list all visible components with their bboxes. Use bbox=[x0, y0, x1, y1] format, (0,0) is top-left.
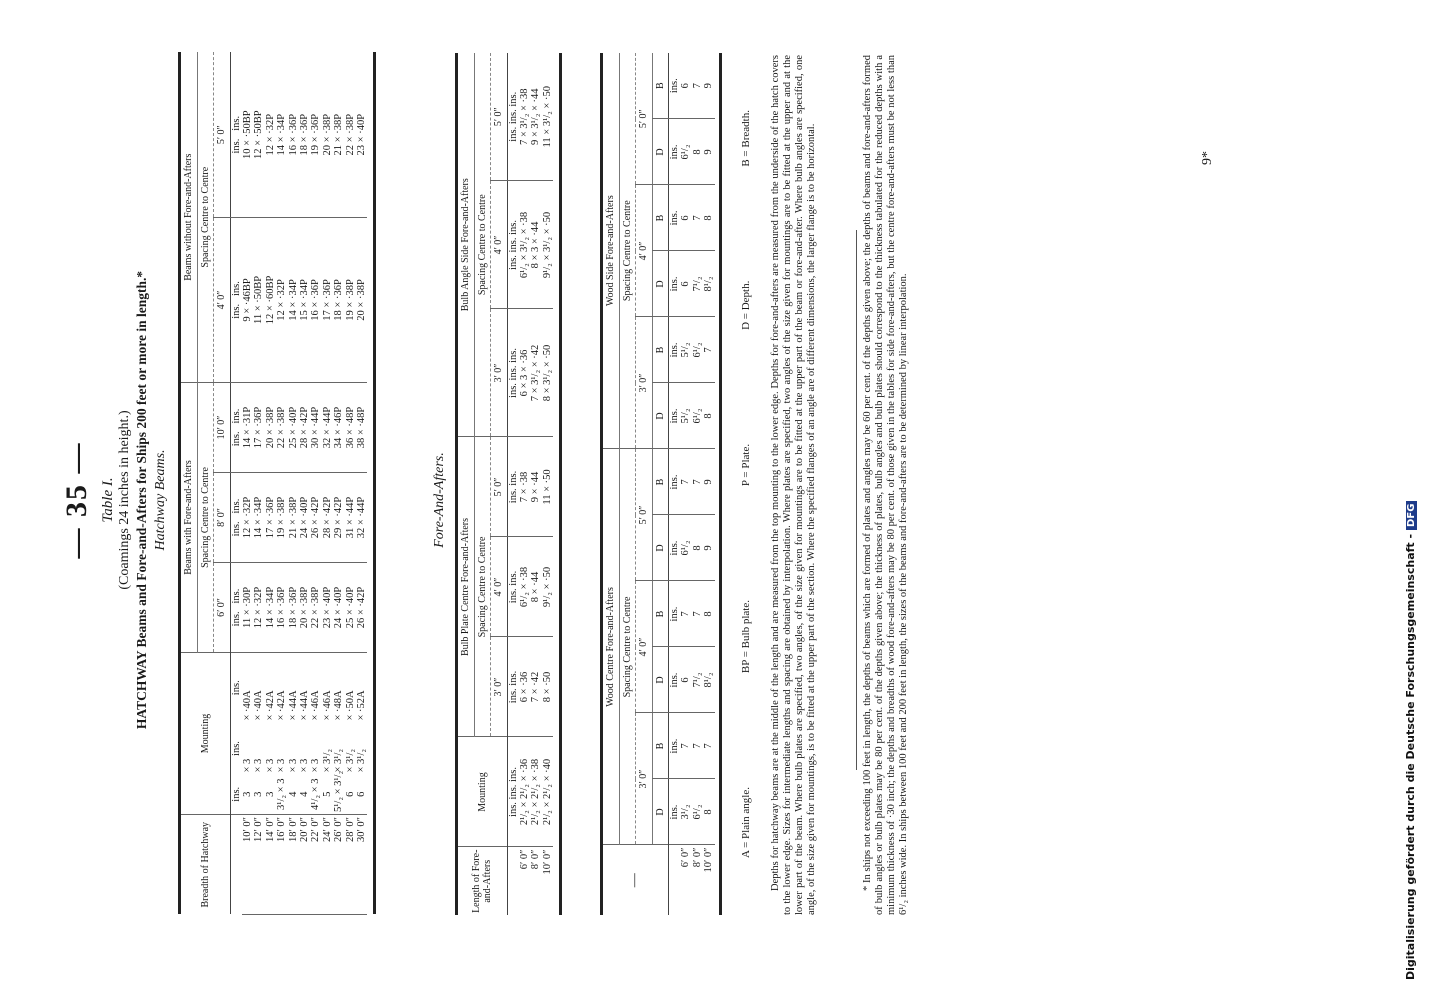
mounting-cell: × 3¹/₂ bbox=[333, 748, 345, 773]
footnote: * In ships not exceeding 100 feet in length, the depths of beams which are formed of plates and angles may be 60 per cent. of the depths given above; the depths of beams and fore-and-afters formed of bulb angles or bulb plates may be 80 per cent. of the depths given above; the thickness of plates, bulb angles and bulb plates should correspond to the thickness tabulated for the reduced depths with a minimum thickness of ·30 inch; the depths and breadths of wood fore-and-afters may be 80 per cent. of those given in the tables for side fore-and-afters, but the centre fore-and-afters must be not less than 6¹/₂ inches wide. In ships between 100 feet and 200 feet in length, the sizes of the beams and fore-and-afters are to be determined by linear interpolation. bbox=[862, 55, 909, 915]
scantling-cell: 30 × ·44P bbox=[310, 382, 321, 472]
scantling-cell: 23 × ·40P bbox=[356, 52, 367, 217]
fore-and-afters-table bbox=[455, 53, 562, 915]
depth-header: D bbox=[652, 515, 669, 581]
scantling-cell: 28 × ·42P bbox=[322, 472, 333, 562]
table-row bbox=[322, 52, 333, 914]
scantling-cell: 28 × ·42P bbox=[299, 382, 310, 472]
scantling-cell: 11 × ·50 bbox=[542, 437, 553, 537]
dimension-cell: 7¹/₂ bbox=[692, 647, 703, 713]
legend-plate: P = Plate. bbox=[740, 443, 752, 487]
dimension-cell: 6¹/₂ bbox=[680, 515, 691, 581]
depth-header: D bbox=[652, 119, 669, 185]
table-row bbox=[288, 52, 299, 914]
wood-spacing-3ft: 3′ 0″ bbox=[636, 317, 653, 449]
scantling-cell: 36 × ·48P bbox=[345, 382, 356, 472]
spacing-6ft: 6′ 0″ bbox=[214, 562, 231, 652]
breadth-header: B bbox=[652, 317, 669, 383]
legend bbox=[740, 53, 752, 915]
length-cell: 10′ 0″ bbox=[703, 847, 715, 873]
scantling-cell: 12 × ·32P bbox=[253, 562, 264, 652]
breadth-cell: 12′ 0″ bbox=[253, 815, 264, 915]
unit-pair: ins. ins. bbox=[507, 437, 519, 537]
breadth-cell: 14′ 0″ bbox=[265, 815, 276, 915]
breadth-cell: 28′ 0″ bbox=[345, 815, 356, 915]
breadth-header: B bbox=[652, 581, 669, 647]
wood-length-dash: — bbox=[602, 845, 669, 915]
spacing-8ft: 8′ 0″ bbox=[214, 472, 231, 562]
scantling-cell: 18 × ·36P bbox=[333, 217, 344, 382]
unit-triple: ins. ins. ins. bbox=[507, 309, 519, 437]
dimension-cell: 8 bbox=[692, 119, 703, 185]
scantling-cell: 19 × ·36P bbox=[310, 52, 321, 217]
scantling-cell: 10 × ·50BP bbox=[242, 52, 253, 217]
unit-triple: ins. ins. ins. bbox=[507, 737, 519, 847]
wood-spacing-5ft: 5′ 0″ bbox=[636, 449, 653, 581]
mounting-cell: × ·52A bbox=[355, 690, 367, 721]
table-row bbox=[242, 52, 253, 914]
scantling-cell: 6 × ·36 bbox=[519, 637, 530, 737]
scantling-cell: 6¹/₂ × ·38 bbox=[519, 537, 530, 637]
unit: ins. bbox=[230, 775, 242, 815]
group-bulb-angle: Bulb Angle Side Fore-and-Afters bbox=[457, 53, 475, 437]
dimension-cell: 7 bbox=[692, 713, 703, 779]
table-row bbox=[299, 52, 310, 914]
scantling-cell: 11 × ·50BP bbox=[253, 217, 264, 382]
dimension-cell: 6 bbox=[680, 185, 691, 251]
scantling-cell: 8 × ·50 bbox=[542, 637, 553, 737]
scantling-cell: 25 × ·40P bbox=[345, 562, 356, 652]
scantling-cell: 14 × ·31P bbox=[242, 382, 253, 472]
mounting-cell: × ·48A bbox=[333, 690, 345, 721]
mounting-cell: × 3 bbox=[253, 758, 265, 773]
scantling-cell: 22 × ·38P bbox=[345, 52, 356, 217]
credit-text: Digitalisierung gefördert durch die Deutsche Forschungsgemeinschaft - bbox=[1404, 533, 1417, 980]
legend-bulb-plate: BP = Bulb plate. bbox=[740, 600, 752, 674]
scantling-cell: 11 × 3¹/₂ × ·50 bbox=[542, 53, 553, 181]
dfg-logo: DFG bbox=[1406, 501, 1417, 530]
dimension-cell: 9 bbox=[703, 515, 714, 581]
scantling-cell: 12 × ·32P bbox=[242, 472, 253, 562]
spacing-bulb-plate: Spacing Centre to Centre bbox=[474, 437, 491, 737]
mounting-cell: 4 bbox=[299, 775, 310, 815]
fa-spacing-4ft: 4′ 0″ bbox=[491, 537, 508, 637]
unit: ins. bbox=[669, 251, 681, 317]
mounting-cell: × 3 bbox=[287, 758, 299, 773]
table-row bbox=[692, 53, 703, 915]
mounting-cell: × 3¹/₂ bbox=[355, 748, 367, 773]
group-wood-side: Wood Side Fore-and-Afters bbox=[602, 53, 620, 449]
scantling-cell: 29 × ·42P bbox=[333, 472, 344, 562]
scantling-cell: 26 × ·42P bbox=[310, 472, 321, 562]
spacing-with: Spacing Centre to Centre bbox=[197, 382, 214, 652]
unit-pair: ins. ins. bbox=[507, 637, 519, 737]
breadth-header: B bbox=[652, 713, 669, 779]
unit: ins. bbox=[669, 515, 681, 581]
scantling-cell: 31 × ·44P bbox=[345, 472, 356, 562]
col-mounting: Mounting bbox=[180, 652, 231, 814]
unit: ins. bbox=[669, 53, 681, 119]
table-row bbox=[703, 53, 714, 915]
scantling-cell: 11 × ·30P bbox=[242, 562, 253, 652]
dimension-cell: 7 bbox=[692, 185, 703, 251]
length-cell: 6′ 0″ bbox=[680, 847, 692, 868]
scantling-cell: 32 × ·44P bbox=[356, 472, 367, 562]
divider bbox=[856, 230, 857, 770]
scantling-cell: 17 × ·36P bbox=[322, 217, 333, 382]
scantling-cell: 16 × ·36P bbox=[310, 217, 321, 382]
spacing-without: Spacing Centre to Centre bbox=[197, 52, 214, 382]
group-wood-centre: Wood Centre Fore-and-Afters bbox=[602, 449, 620, 845]
unit: ins. bbox=[230, 741, 242, 756]
scantling-cell: 7 × 3¹/₂ × ·42 bbox=[530, 309, 541, 437]
unit-pair: ins. ins. bbox=[230, 382, 242, 472]
dimension-cell: 6¹/₂ bbox=[692, 779, 703, 845]
mounting-cell: 3 bbox=[242, 775, 253, 815]
breadth-cell: 10′ 0″ bbox=[242, 815, 253, 915]
scantling-cell: 19 × ·38P bbox=[345, 217, 356, 382]
wood-spacing-4ft: 4′ 0″ bbox=[636, 581, 653, 713]
dimension-cell: 7 bbox=[692, 449, 703, 515]
mounting-cell: × ·44A bbox=[298, 690, 310, 721]
table-row bbox=[680, 53, 691, 915]
table-row bbox=[310, 52, 321, 914]
fa-spacing-4ft: 4′ 0″ bbox=[491, 181, 508, 309]
scantling-cell: 17 × ·36P bbox=[265, 472, 276, 562]
legend-depth: D = Depth. bbox=[740, 280, 752, 330]
dimension-cell: 8 bbox=[703, 383, 714, 449]
breadth-cell: 24′ 0″ bbox=[322, 815, 333, 915]
mounting-cell: × ·46A bbox=[321, 690, 333, 721]
fa-spacing-5ft: 5′ 0″ bbox=[491, 53, 508, 181]
dimension-cell: 6 bbox=[680, 53, 691, 119]
dimension-cell: 6¹/₂ bbox=[680, 119, 691, 185]
unit-pair: ins. ins. bbox=[230, 562, 242, 652]
mounting-cell: × 3 bbox=[310, 758, 322, 773]
depth-header: D bbox=[652, 779, 669, 845]
scantling-cell: 25 × ·40P bbox=[288, 382, 299, 472]
col-length: Length of Fore-and-Afters bbox=[457, 847, 508, 915]
breadth-header: B bbox=[652, 449, 669, 515]
mounting-cell: × ·50A bbox=[344, 690, 356, 721]
scantling-cell: 8 × ·44 bbox=[530, 537, 541, 637]
scantling-cell: 8 × 3¹/₂ × ·50 bbox=[542, 309, 553, 437]
scantling-cell: 34 × ·46P bbox=[333, 382, 344, 472]
unit-triple: ins. ins. ins. bbox=[507, 53, 519, 181]
group-with-fore-and-afters: Beams with Fore-and-Afters bbox=[180, 382, 198, 652]
scantling-cell: 15 × ·34P bbox=[299, 217, 310, 382]
scantling-cell: 21 × ·38P bbox=[333, 52, 344, 217]
group-without-fore-and-afters: Beams without Fore-and-Afters bbox=[180, 52, 198, 382]
dimension-cell: 8 bbox=[703, 185, 714, 251]
mounting-cell: × ·40A bbox=[241, 690, 253, 721]
depth-header: D bbox=[652, 251, 669, 317]
breadth-header: B bbox=[652, 185, 669, 251]
mounting-cell: 2¹/₂ × 2¹/₂ × ·38 bbox=[530, 737, 541, 847]
mounting-cell: 3¹/₂ × 3 bbox=[276, 775, 287, 815]
dimension-cell: 7 bbox=[680, 449, 691, 515]
mounting-cell: 3 bbox=[265, 775, 276, 815]
mounting-cell: × 3¹/₂ bbox=[344, 748, 356, 773]
unit: ins. bbox=[669, 779, 681, 845]
coamings-note: (Coamings 24 inches in height.) bbox=[117, 410, 132, 590]
dimension-cell: 7 bbox=[680, 581, 691, 647]
mounting-cell: 3 bbox=[253, 775, 264, 815]
spacing-5ft: 5′ 0″ bbox=[214, 52, 231, 217]
length-cell: 8′ 0″ bbox=[530, 849, 542, 870]
dimension-cell: 7¹/₂ bbox=[692, 251, 703, 317]
scantling-cell: 20 × ·38P bbox=[322, 52, 333, 217]
scantling-cell: 32 × ·44P bbox=[322, 382, 333, 472]
mounting-cell: × ·42A bbox=[276, 690, 288, 721]
mounting-cell: × 3 bbox=[264, 758, 276, 773]
unit: ins. bbox=[669, 713, 681, 779]
dimension-cell: 8¹/₂ bbox=[703, 251, 714, 317]
scantling-cell: 18 × ·36P bbox=[288, 562, 299, 652]
table-row bbox=[519, 53, 530, 915]
table-row bbox=[265, 52, 276, 914]
spacing-wood-centre: Spacing Centre to Centre bbox=[619, 449, 636, 845]
scantling-cell: 14 × ·34P bbox=[265, 562, 276, 652]
units-row bbox=[669, 53, 681, 915]
mounting-cell: × 3 bbox=[276, 758, 288, 773]
scantling-cell: 18 × ·36P bbox=[299, 52, 310, 217]
scantling-cell: 24 × ·40P bbox=[299, 472, 310, 562]
table-row bbox=[276, 52, 287, 914]
dimension-cell: 8¹/₂ bbox=[703, 647, 714, 713]
scantling-cell: 22 × ·38P bbox=[276, 382, 287, 472]
hatchway-rows bbox=[230, 52, 367, 914]
scantling-cell: 26 × ·42P bbox=[356, 562, 367, 652]
unit: ins. bbox=[669, 383, 681, 449]
dimension-cell: 6 bbox=[680, 251, 691, 317]
scantling-cell: 22 × ·38P bbox=[310, 562, 321, 652]
main-title: HATCHWAY Beams and Fore-and-Afters for Ships 200 feet or more in length.* bbox=[134, 270, 149, 730]
units-row bbox=[230, 52, 242, 914]
unit: ins. bbox=[669, 449, 681, 515]
scantling-cell: 7 × ·42 bbox=[530, 637, 541, 737]
breadth-cell: 22′ 0″ bbox=[310, 815, 321, 915]
scantling-cell: 17 × ·36P bbox=[253, 382, 264, 472]
dimension-cell: 8 bbox=[703, 581, 714, 647]
length-cell: 6′ 0″ bbox=[518, 849, 530, 870]
dimension-cell: 9 bbox=[703, 449, 714, 515]
fa-spacing-3ft: 3′ 0″ bbox=[491, 637, 508, 737]
dimension-cell: 6¹/₂ bbox=[692, 383, 703, 449]
breadth-cell: 20′ 0″ bbox=[299, 815, 310, 915]
unit-triple: ins. ins. ins. bbox=[507, 181, 519, 309]
spacing-10ft: 10′ 0″ bbox=[214, 382, 231, 472]
mounting-cell: × ·40A bbox=[253, 690, 265, 721]
page-number: — 35 — bbox=[60, 441, 93, 559]
scantling-cell: 16 × ·36P bbox=[276, 562, 287, 652]
legend-breadth: B = Breadth. bbox=[740, 110, 752, 167]
scantling-cell: 12 × ·32P bbox=[265, 52, 276, 217]
col-breadth: Breadth of Hatchway bbox=[180, 815, 231, 915]
table-row bbox=[542, 53, 553, 915]
dimension-cell: 7 bbox=[703, 317, 714, 383]
unit: ins. bbox=[669, 647, 681, 713]
scantling-cell: 12 × ·60BP bbox=[265, 217, 276, 382]
wood-spacing-4ft: 4′ 0″ bbox=[636, 185, 653, 317]
scantling-cell: 9¹/₂ × 3¹/₂ × ·50 bbox=[542, 181, 553, 309]
length-cell: 10′ 0″ bbox=[541, 849, 553, 875]
fa-spacing-3ft: 3′ 0″ bbox=[491, 309, 508, 437]
table-label: Table I. bbox=[100, 477, 116, 523]
scantling-cell: 8 × 3 × ·44 bbox=[530, 181, 541, 309]
scantling-cell: 6¹/₂ × 3¹/₂ × ·38 bbox=[519, 181, 530, 309]
scantling-cell: 9¹/₂ × ·50 bbox=[542, 537, 553, 637]
dimension-cell: 5¹/₂ bbox=[680, 383, 691, 449]
scantling-cell: 14 × ·34P bbox=[253, 472, 264, 562]
depth-breadth-row bbox=[652, 53, 669, 915]
scantling-cell: 14 × ·34P bbox=[288, 217, 299, 382]
dimension-cell: 8 bbox=[692, 515, 703, 581]
col-fa-mounting: Mounting bbox=[457, 737, 508, 847]
dimension-cell: 6¹/₂ bbox=[692, 317, 703, 383]
table-row bbox=[530, 53, 541, 915]
unit-pair: ins. ins. bbox=[230, 217, 242, 382]
unit: ins. bbox=[669, 581, 681, 647]
scantling-cell: 7 × 3¹/₂ × ·38 bbox=[519, 53, 530, 181]
mounting-cell: 2¹/₂ × 2¹/₂ × ·40 bbox=[542, 737, 553, 847]
mounting-cell: × 3¹/₂ bbox=[321, 748, 333, 773]
hatchway-beams-table bbox=[178, 52, 376, 915]
unit: ins. bbox=[230, 680, 242, 696]
dimension-cell: 6 bbox=[680, 647, 691, 713]
mounting-cell: × ·44A bbox=[287, 690, 299, 721]
dimension-cell: 8 bbox=[703, 779, 714, 845]
wood-spacing-3ft: 3′ 0″ bbox=[636, 713, 653, 845]
mounting-cell: 2¹/₂ × 2¹/₂ × ·36 bbox=[519, 737, 530, 847]
scantling-cell: 20 × ·38P bbox=[299, 562, 310, 652]
mounting-cell: 5¹/₂ × 3¹/₂ bbox=[333, 775, 344, 815]
breadth-cell: 16′ 0″ bbox=[276, 815, 287, 915]
unit: ins. bbox=[669, 317, 681, 383]
fore-and-afters-rows bbox=[507, 53, 553, 915]
breadth-cell: 26′ 0″ bbox=[333, 815, 344, 915]
dimension-cell: 9 bbox=[703, 53, 714, 119]
fa-spacing-5ft: 5′ 0″ bbox=[491, 437, 508, 537]
scantling-cell: 20 × ·38P bbox=[356, 217, 367, 382]
scantling-cell: 6 × 3 × ·36 bbox=[519, 309, 530, 437]
unit-pair: ins. ins. bbox=[507, 537, 519, 637]
unit-pair: ins. ins. bbox=[230, 52, 242, 217]
dimension-cell: 5¹/₂ bbox=[680, 317, 691, 383]
units-row bbox=[507, 53, 519, 915]
mounting-cell: × ·46A bbox=[310, 690, 322, 721]
breadth-cell: 18′ 0″ bbox=[288, 815, 299, 915]
scantling-cell: 24 × ·40P bbox=[333, 562, 344, 652]
scantling-cell: 9 × ·44 bbox=[530, 437, 541, 537]
scantling-cell: 14 × ·34P bbox=[276, 52, 287, 217]
length-cell: 8′ 0″ bbox=[691, 847, 703, 868]
depth-header: D bbox=[652, 383, 669, 449]
scantling-cell: 19 × ·38P bbox=[276, 472, 287, 562]
scantling-cell: 9 × 3¹/₂ × ·44 bbox=[530, 53, 541, 181]
table-row bbox=[253, 52, 264, 914]
spacing-bulb-angle: Spacing Centre to Centre bbox=[474, 53, 491, 437]
mounting-cell: 4¹/₂ × 3 bbox=[310, 775, 321, 815]
mounting-cell: × ·42A bbox=[264, 690, 276, 721]
table-row bbox=[333, 52, 344, 914]
scantling-cell: 23 × ·40P bbox=[322, 562, 333, 652]
table-row bbox=[356, 52, 367, 914]
scantling-cell: 20 × ·38P bbox=[265, 382, 276, 472]
scantling-cell: 12 × ·32P bbox=[276, 217, 287, 382]
spacing-wood-side: Spacing Centre to Centre bbox=[619, 53, 636, 449]
spacing-4ft: 4′ 0″ bbox=[214, 217, 231, 382]
page-mark: 9* bbox=[1200, 151, 1215, 165]
fore-and-afters-heading: Fore-And-Afters. bbox=[432, 452, 447, 548]
breadth-cell: 30′ 0″ bbox=[356, 815, 367, 915]
digitization-credit bbox=[1404, 501, 1417, 980]
dimension-cell: 7 bbox=[692, 53, 703, 119]
wood-spacing-5ft: 5′ 0″ bbox=[636, 53, 653, 185]
depths-note: Depths for hatchway beams are at the middle of the length and are measured from the top mounting to the lower edge. Depths for fore-and-afters are measured from the underside of the hatch covers to the lower edge. Sizes for intermediate lengths and spacing are obtained by interpolation. Where plates are specified, two angles of the size given for mountings are to be fitted at the upper and at the lower part of the beam. Where bulb plates are specified, two angles, of the size given for mountings are to be fitted at the upper part of the beam or fore-and-after. Where bulb angles are specified, one angle, of the size given for mountings, is to be fitted at the upper part of the section. Where the specified flanges of an angle are of different dimensions, the larger flange is to be horizontal. bbox=[770, 55, 817, 915]
wood-fore-and-afters-table bbox=[600, 53, 722, 915]
mounting-cell: × 3 bbox=[241, 758, 253, 773]
dimension-cell: 7 bbox=[680, 713, 691, 779]
dimension-cell: 9 bbox=[703, 119, 714, 185]
scantling-cell: 21 × ·38P bbox=[288, 472, 299, 562]
unit-pair: ins. ins. bbox=[230, 472, 242, 562]
mounting-cell: 6 bbox=[356, 775, 367, 815]
scantling-cell: 38 × ·48P bbox=[356, 382, 367, 472]
scantling-cell: 9 × ·46BP bbox=[242, 217, 253, 382]
dimension-cell: 3¹/₂ bbox=[680, 779, 691, 845]
unit: ins. bbox=[669, 119, 681, 185]
dimension-cell: 7 bbox=[692, 581, 703, 647]
mounting-cell: 6 bbox=[345, 775, 356, 815]
breadth-header: B bbox=[652, 53, 669, 119]
wood-rows bbox=[669, 53, 715, 915]
dimension-cell: 7 bbox=[703, 713, 714, 779]
unit: ins. bbox=[669, 185, 681, 251]
table-row bbox=[345, 52, 356, 914]
mounting-cell: 5 bbox=[322, 775, 333, 815]
scantling-cell: 7 × ·38 bbox=[519, 437, 530, 537]
scantling-cell: 16 × ·36P bbox=[288, 52, 299, 217]
subtitle: Hatchway Beams. bbox=[153, 449, 168, 551]
group-bulb-plate: Bulb Plate Centre Fore-and-Afters bbox=[457, 437, 475, 737]
mounting-cell: 4 bbox=[288, 775, 299, 815]
scantling-cell: 12 × ·50BP bbox=[253, 52, 264, 217]
legend-plain-angle: A = Plain angle. bbox=[740, 787, 752, 859]
mounting-cell: × 3 bbox=[298, 758, 310, 773]
depth-header: D bbox=[652, 647, 669, 713]
